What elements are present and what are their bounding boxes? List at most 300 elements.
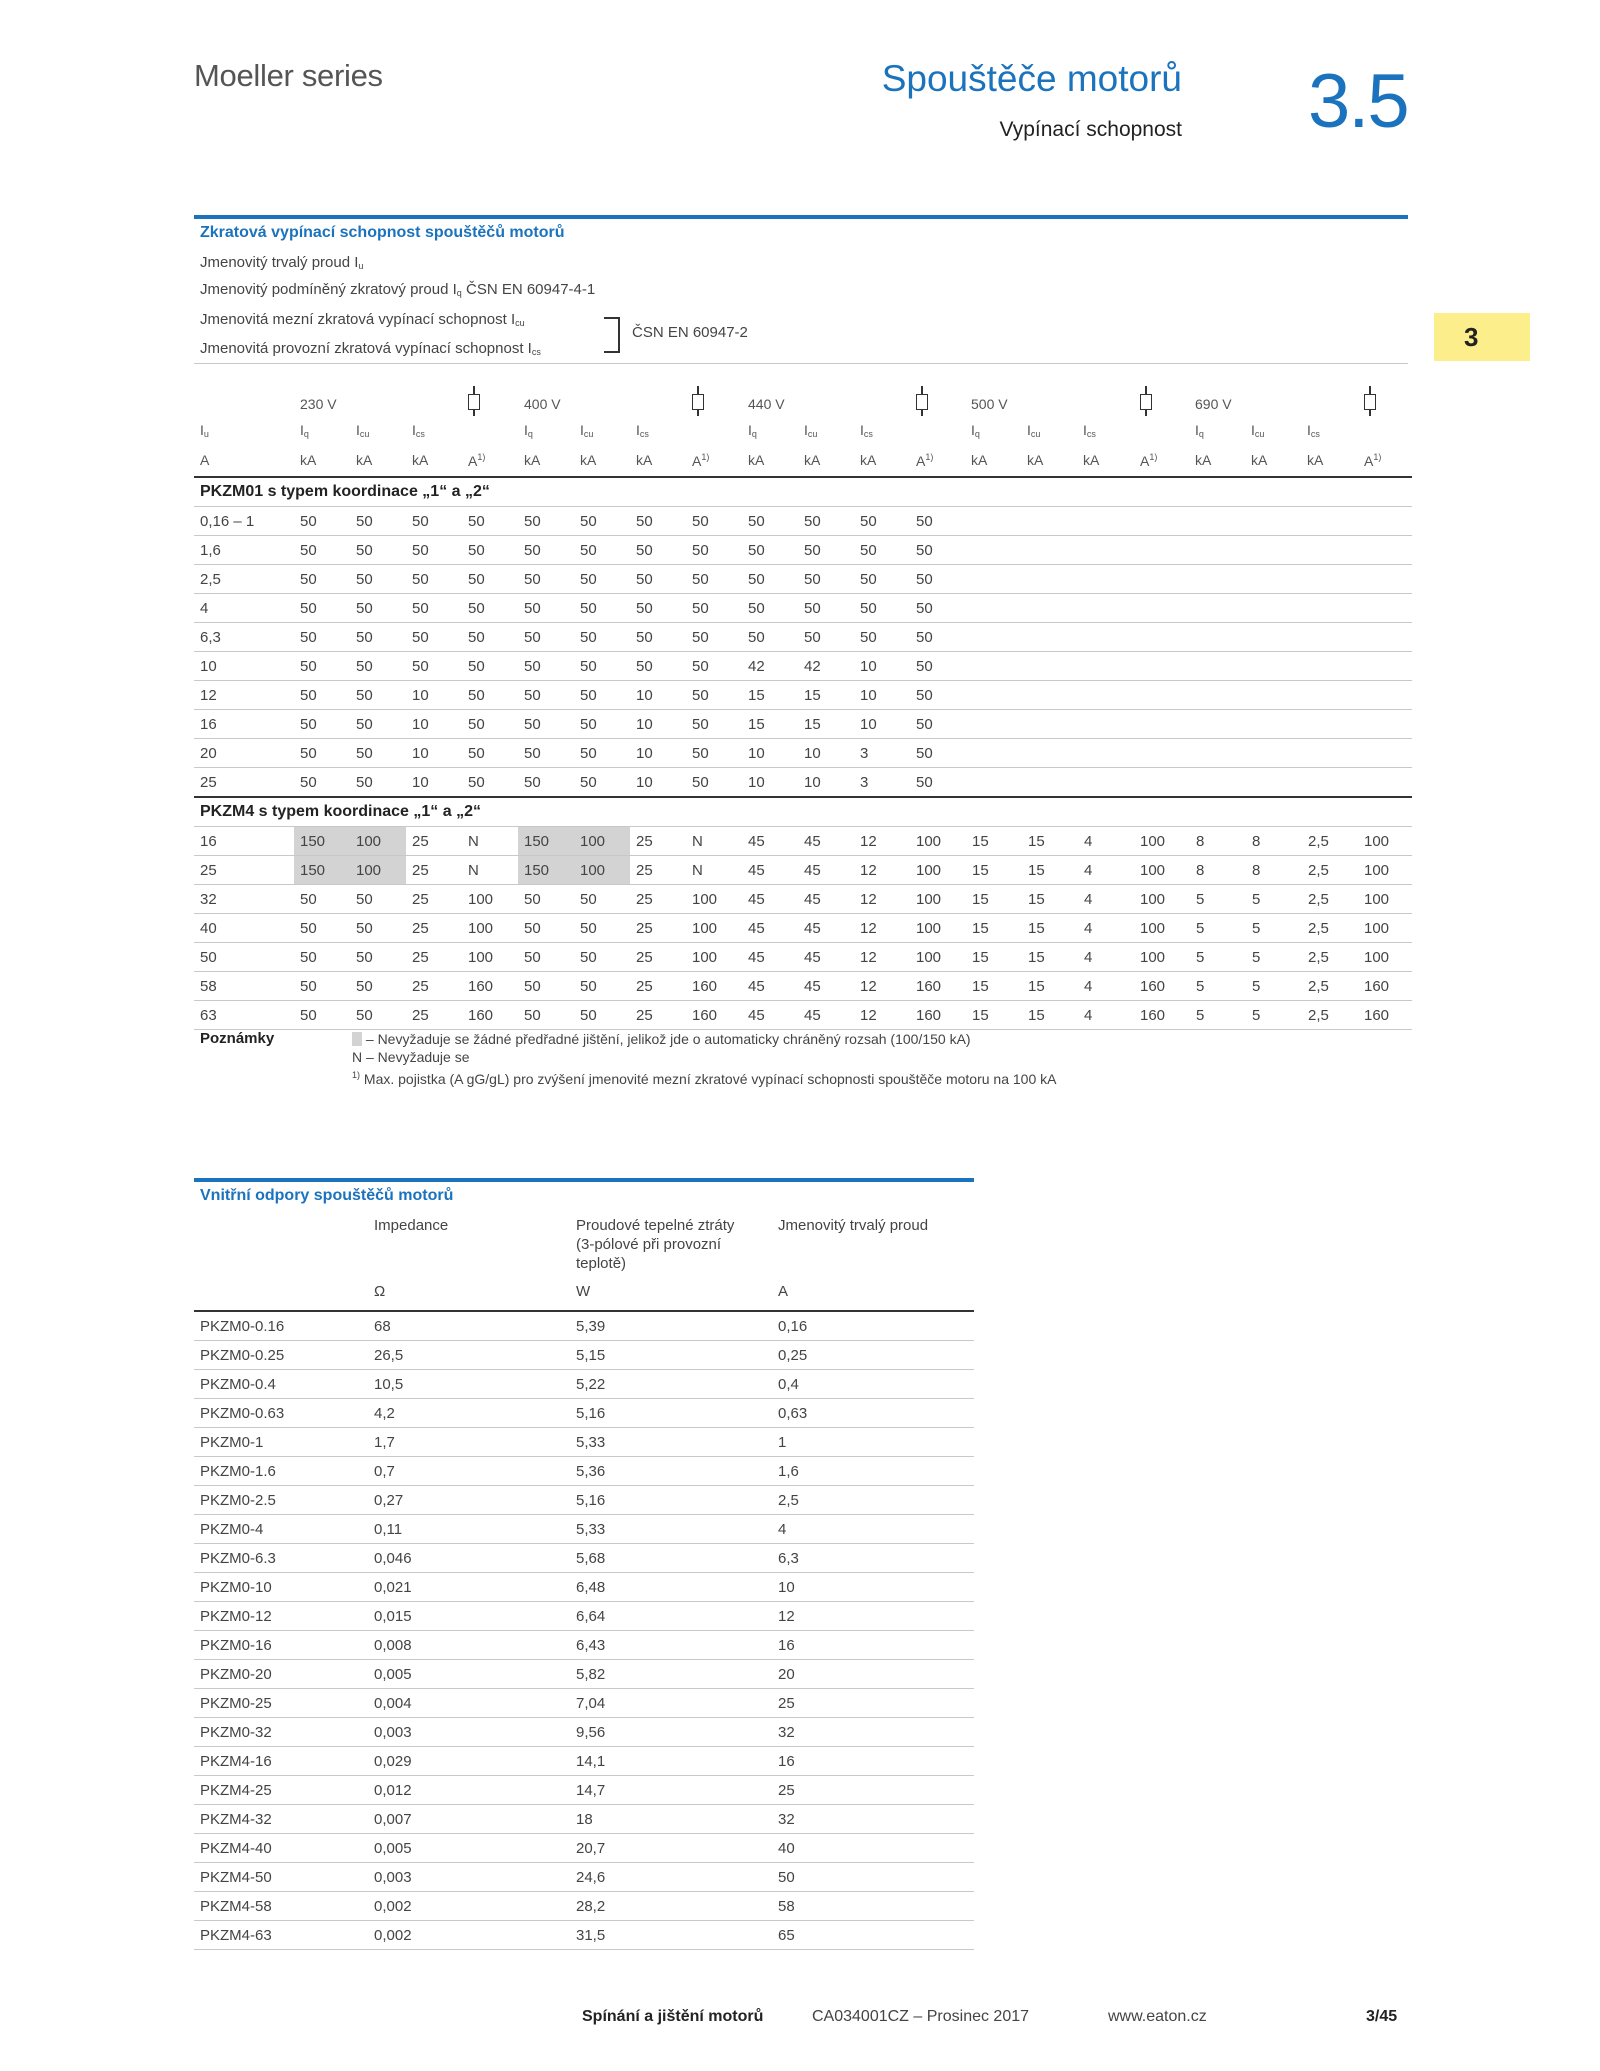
device-type-cell: PKZM0-0.25 xyxy=(194,1341,368,1370)
impedance-cell: 68 xyxy=(368,1311,570,1341)
symbol-icu: $I_{cu}$ xyxy=(1251,422,1265,439)
table-row xyxy=(194,972,1412,1001)
heat-loss-cell: 24,6 xyxy=(570,1863,772,1892)
table-cell: 50 xyxy=(742,623,798,652)
rated-current-cell: 0,4 xyxy=(772,1370,974,1399)
rated-current-cell: 16 xyxy=(772,1631,974,1660)
table-cell xyxy=(1302,739,1358,768)
rated-current-cell: 32 xyxy=(772,1805,974,1834)
table-row xyxy=(194,1631,974,1660)
table-row xyxy=(194,914,1412,943)
table-cell: 50 xyxy=(406,565,462,594)
table-cell: 45 xyxy=(742,914,798,943)
table-cell: 50 xyxy=(518,710,574,739)
table-cell: 5 xyxy=(1190,885,1246,914)
legend-iq: Jmenovitý podmíněný zkratový proud $I_q$ ČSN EN 60947-4-1 xyxy=(200,281,596,298)
table-cell: 100 xyxy=(1134,856,1190,885)
table-cell: 15 xyxy=(1022,856,1078,885)
table2-title: Vnitřní odpory spouštěčů motorů xyxy=(200,1187,454,1204)
table-row xyxy=(194,710,1412,739)
table-cell xyxy=(1134,768,1190,798)
unit-ka: kA xyxy=(1195,452,1212,468)
table-cell: 4 xyxy=(1078,885,1134,914)
table-cell: 50 xyxy=(910,710,966,739)
impedance-cell: 0,015 xyxy=(368,1602,570,1631)
table-cell: 50 xyxy=(294,652,350,681)
impedance-cell: 0,029 xyxy=(368,1747,570,1776)
table-cell xyxy=(1358,710,1412,739)
table-cell: 50 xyxy=(406,536,462,565)
note-line-1: – Nevyžaduje se žádné předřadné jištění, jelikož jde o automaticky chráněný rozsah (100/150 kA) xyxy=(352,1030,1056,1048)
table-cell xyxy=(1190,594,1246,623)
table-cell: 50 xyxy=(854,623,910,652)
table-cell xyxy=(1134,681,1190,710)
table-cell xyxy=(1134,623,1190,652)
rated-current-cell: 6,3 xyxy=(194,623,294,652)
table-cell: 50 xyxy=(630,507,686,536)
heat-loss-cell: 5,33 xyxy=(570,1515,772,1544)
table-cell: 50 xyxy=(910,623,966,652)
table-cell: 3 xyxy=(854,768,910,798)
table-cell xyxy=(1246,623,1302,652)
table-cell: 50 xyxy=(686,652,742,681)
table-cell: 45 xyxy=(742,885,798,914)
rated-current-cell: 16 xyxy=(194,710,294,739)
table-cell: 50 xyxy=(518,594,574,623)
table-cell xyxy=(1302,565,1358,594)
table-cell: 160 xyxy=(1134,972,1190,1001)
table-cell: 160 xyxy=(910,1001,966,1030)
table-cell: 15 xyxy=(798,681,854,710)
table-cell xyxy=(1134,594,1190,623)
unit-ka: kA xyxy=(1251,452,1268,468)
table-cell: 50 xyxy=(574,1001,630,1030)
voltage-500: 500 V xyxy=(971,396,1008,412)
table-cell: 15 xyxy=(1022,1001,1078,1030)
table-row xyxy=(194,1001,1412,1030)
table-row xyxy=(194,856,1412,885)
table-cell xyxy=(1078,594,1134,623)
table-cell xyxy=(1190,739,1246,768)
notes-label: Poznámky xyxy=(200,1030,275,1047)
table-cell: 15 xyxy=(742,710,798,739)
device-type-cell: PKZM0-32 xyxy=(194,1718,368,1747)
table-cell xyxy=(1246,594,1302,623)
table-cell: 12 xyxy=(854,827,910,856)
table-cell xyxy=(966,623,1022,652)
table-cell: 50 xyxy=(518,652,574,681)
table-row xyxy=(194,1341,974,1370)
table-cell xyxy=(1358,623,1412,652)
table-cell xyxy=(1246,536,1302,565)
table-cell: 50 xyxy=(854,536,910,565)
unit-ka: kA xyxy=(524,452,541,468)
table-cell xyxy=(1134,710,1190,739)
heat-loss-cell: 20,7 xyxy=(570,1834,772,1863)
heat-loss-cell: 14,1 xyxy=(570,1747,772,1776)
group-title: PKZM4 s typem koordinace „1“ a „2“ xyxy=(194,797,1412,827)
rated-current-cell: 12 xyxy=(194,681,294,710)
rated-current-cell: 0,16 xyxy=(772,1311,974,1341)
table-cell xyxy=(1022,623,1078,652)
unit-row xyxy=(0,452,1600,474)
table-cell: 15 xyxy=(966,943,1022,972)
device-type-cell: PKZM0-0.63 xyxy=(194,1399,368,1428)
heat-loss-cell: 7,04 xyxy=(570,1689,772,1718)
table-cell: 100 xyxy=(910,827,966,856)
table-cell xyxy=(1078,623,1134,652)
unit-ka: kA xyxy=(971,452,988,468)
table-cell: 50 xyxy=(518,972,574,1001)
fuse-icon xyxy=(1140,386,1152,421)
table-cell: 10 xyxy=(630,710,686,739)
symbol-iq: $I_q$ xyxy=(300,422,309,439)
table-cell: 12 xyxy=(854,943,910,972)
table-cell: 50 xyxy=(462,594,518,623)
subchapter-title: Vypínací schopnost xyxy=(999,118,1182,141)
symbol-iq: $I_q$ xyxy=(971,422,980,439)
table-cell: 10 xyxy=(742,768,798,798)
footer-page-number: 3/45 xyxy=(1366,2008,1398,2025)
impedance-cell: 0,003 xyxy=(368,1718,570,1747)
legend-iu: Jmenovitý trvalý proud $I_u$ xyxy=(200,254,364,271)
table-cell: 50 xyxy=(574,710,630,739)
table-cell: 50 xyxy=(686,739,742,768)
rated-current-cell: 50 xyxy=(194,943,294,972)
table-cell: 50 xyxy=(798,594,854,623)
table-cell: 50 xyxy=(686,710,742,739)
table-cell xyxy=(1190,768,1246,798)
impedance-cell: 0,005 xyxy=(368,1660,570,1689)
table-cell xyxy=(1078,739,1134,768)
table-cell xyxy=(966,565,1022,594)
table-cell: 100 xyxy=(1134,827,1190,856)
table-cell: 50 xyxy=(518,536,574,565)
table-cell: 100 xyxy=(1134,943,1190,972)
impedance-cell: 0,003 xyxy=(368,1863,570,1892)
table-cell: 25 xyxy=(406,914,462,943)
table2-unit-w: W xyxy=(576,1283,591,1300)
table2-unit-ohm: Ω xyxy=(374,1283,386,1300)
table-cell: 15 xyxy=(1022,943,1078,972)
table-cell: 50 xyxy=(518,681,574,710)
table-cell: 50 xyxy=(854,565,910,594)
table-cell: 25 xyxy=(406,827,462,856)
heat-loss-cell: 5,39 xyxy=(570,1311,772,1341)
rated-current-cell: 4 xyxy=(772,1515,974,1544)
table-cell: 160 xyxy=(686,972,742,1001)
unit-a1: $A^{1)}$ xyxy=(1140,452,1158,469)
heat-loss-cell: 31,5 xyxy=(570,1921,772,1950)
device-type-cell: PKZM0-16 xyxy=(194,1631,368,1660)
table-cell: 45 xyxy=(742,943,798,972)
table-cell: 15 xyxy=(966,827,1022,856)
table-cell: 50 xyxy=(574,536,630,565)
table-cell xyxy=(1134,652,1190,681)
table-cell: 50 xyxy=(294,943,350,972)
impedance-cell: 0,27 xyxy=(368,1486,570,1515)
section-number: 3.5 xyxy=(1308,59,1408,144)
table-cell: 5 xyxy=(1190,972,1246,1001)
unit-ka: kA xyxy=(860,452,877,468)
table-cell: 50 xyxy=(350,710,406,739)
table-cell: 50 xyxy=(462,681,518,710)
impedance-cell: 0,007 xyxy=(368,1805,570,1834)
table-cell: 50 xyxy=(910,652,966,681)
table-cell: 12 xyxy=(854,972,910,1001)
table-row xyxy=(194,594,1412,623)
table-cell: 50 xyxy=(294,885,350,914)
table-cell: 2,5 xyxy=(1302,943,1358,972)
voltage-400: 400 V xyxy=(524,396,561,412)
table-cell: 50 xyxy=(294,710,350,739)
device-type-cell: PKZM4-16 xyxy=(194,1747,368,1776)
rated-current-cell: 16 xyxy=(772,1747,974,1776)
table-row xyxy=(194,1573,974,1602)
fuse-icon xyxy=(916,386,928,421)
table-cell: 50 xyxy=(910,565,966,594)
table-row xyxy=(194,1515,974,1544)
table-row xyxy=(194,1805,974,1834)
table-cell: 15 xyxy=(1022,914,1078,943)
heat-loss-cell: 28,2 xyxy=(570,1892,772,1921)
table-cell: 160 xyxy=(1358,972,1412,1001)
table-cell: 50 xyxy=(518,914,574,943)
table-cell: 10 xyxy=(798,739,854,768)
table-cell: 50 xyxy=(350,565,406,594)
table-cell: 50 xyxy=(294,1001,350,1030)
unit-ka: kA xyxy=(748,452,765,468)
impedance-cell: 1,7 xyxy=(368,1428,570,1457)
table-row xyxy=(194,1370,974,1399)
table-cell: 50 xyxy=(742,536,798,565)
table-cell: 100 xyxy=(350,856,406,885)
table-cell: 50 xyxy=(798,565,854,594)
table-cell: 5 xyxy=(1190,943,1246,972)
table-cell xyxy=(1190,681,1246,710)
table-row xyxy=(194,565,1412,594)
table-cell: 50 xyxy=(294,565,350,594)
symbol-iq: $I_q$ xyxy=(748,422,757,439)
table-cell: 100 xyxy=(462,885,518,914)
table-cell: 50 xyxy=(462,710,518,739)
table-cell: 50 xyxy=(294,972,350,1001)
table-row xyxy=(194,1921,974,1950)
table-row xyxy=(194,1457,974,1486)
table-cell: 10 xyxy=(854,681,910,710)
table-cell: 2,5 xyxy=(1302,1001,1358,1030)
table-cell: 50 xyxy=(742,594,798,623)
table-cell xyxy=(1302,507,1358,536)
heat-loss-cell: 5,33 xyxy=(570,1428,772,1457)
table-cell: 25 xyxy=(630,856,686,885)
table-cell: 50 xyxy=(518,623,574,652)
device-type-cell: PKZM0-4 xyxy=(194,1515,368,1544)
heat-loss-cell: 5,68 xyxy=(570,1544,772,1573)
rated-current-cell: 0,25 xyxy=(772,1341,974,1370)
table-cell: 2,5 xyxy=(1302,885,1358,914)
table-cell: 50 xyxy=(350,594,406,623)
table-cell: 50 xyxy=(350,623,406,652)
table-cell: 50 xyxy=(630,623,686,652)
symbol-iq: $I_q$ xyxy=(1195,422,1204,439)
symbol-ics: $I_{cs}$ xyxy=(860,422,873,439)
table-cell: 2,5 xyxy=(1302,914,1358,943)
unit-ka: kA xyxy=(356,452,373,468)
table-cell: 50 xyxy=(406,623,462,652)
table-cell: 50 xyxy=(350,885,406,914)
device-type-cell: PKZM0-10 xyxy=(194,1573,368,1602)
table-cell: 15 xyxy=(966,1001,1022,1030)
footer-document: CA034001CZ – Prosinec 2017 xyxy=(812,2008,1030,2025)
table-cell: 100 xyxy=(574,827,630,856)
device-type-cell: PKZM0-0.4 xyxy=(194,1370,368,1399)
table-cell xyxy=(1078,768,1134,798)
impedance-cell: 4,2 xyxy=(368,1399,570,1428)
fuse-icon xyxy=(692,386,704,421)
table-cell: 10 xyxy=(854,652,910,681)
table-cell: 50 xyxy=(742,565,798,594)
table-cell: 100 xyxy=(1358,885,1412,914)
device-type-cell: PKZM4-40 xyxy=(194,1834,368,1863)
table-cell: N xyxy=(686,856,742,885)
table-cell: 100 xyxy=(686,914,742,943)
table-row xyxy=(194,1544,974,1573)
table-cell: 12 xyxy=(854,885,910,914)
table-row xyxy=(194,1718,974,1747)
unit-a1: $A^{1)}$ xyxy=(916,452,934,469)
note-line-2: N – Nevyžaduje se xyxy=(352,1049,470,1065)
rated-current-cell: 1,6 xyxy=(772,1457,974,1486)
table-row xyxy=(194,681,1412,710)
table-cell: 50 xyxy=(574,652,630,681)
impedance-cell: 0,7 xyxy=(368,1457,570,1486)
table-cell: 10 xyxy=(798,768,854,798)
table-cell xyxy=(966,768,1022,798)
heat-loss-cell: 6,48 xyxy=(570,1573,772,1602)
table-cell: 45 xyxy=(742,827,798,856)
device-type-cell: PKZM0-1 xyxy=(194,1428,368,1457)
internal-resistance-table xyxy=(194,1310,974,1950)
table-cell xyxy=(1246,507,1302,536)
unit-a1: $A^{1)}$ xyxy=(468,452,486,469)
table-cell: 50 xyxy=(910,594,966,623)
table-cell: 50 xyxy=(518,565,574,594)
rated-current-cell: 0,63 xyxy=(772,1399,974,1428)
table-cell: 15 xyxy=(1022,885,1078,914)
table-cell: 5 xyxy=(1190,1001,1246,1030)
table-cell xyxy=(966,710,1022,739)
symbol-iu: $I_u$ xyxy=(200,422,209,439)
table-cell: 2,5 xyxy=(1302,972,1358,1001)
table-cell: 4 xyxy=(1078,856,1134,885)
legend-divider xyxy=(194,363,1408,364)
table-cell xyxy=(1302,623,1358,652)
table-cell: 150 xyxy=(294,856,350,885)
heat-loss-cell: 5,16 xyxy=(570,1399,772,1428)
table-cell xyxy=(1190,652,1246,681)
table-cell xyxy=(1190,507,1246,536)
series-label: Moeller series xyxy=(194,58,383,93)
table-cell: 50 xyxy=(462,652,518,681)
table-cell xyxy=(966,594,1022,623)
footer-website[interactable]: www.eaton.cz xyxy=(1108,2008,1207,2025)
table-cell xyxy=(1022,739,1078,768)
table-cell xyxy=(1190,623,1246,652)
table-cell: 50 xyxy=(294,681,350,710)
table-cell: 4 xyxy=(1078,943,1134,972)
table-cell: 25 xyxy=(406,1001,462,1030)
table-group-row xyxy=(194,797,1412,827)
table-cell: 50 xyxy=(406,652,462,681)
table-cell: 50 xyxy=(574,623,630,652)
table-cell: 50 xyxy=(518,1001,574,1030)
table-cell: 100 xyxy=(910,914,966,943)
unit-a: A xyxy=(200,452,210,468)
rated-current-cell: 25 xyxy=(772,1689,974,1718)
table-cell: 5 xyxy=(1246,1001,1302,1030)
impedance-cell: 0,004 xyxy=(368,1689,570,1718)
table-cell xyxy=(1302,681,1358,710)
heat-loss-cell: 9,56 xyxy=(570,1718,772,1747)
table-cell: 50 xyxy=(630,652,686,681)
symbol-icu: $I_{cu}$ xyxy=(580,422,594,439)
table-row xyxy=(194,507,1412,536)
impedance-cell: 0,002 xyxy=(368,1892,570,1921)
table-cell: 160 xyxy=(1134,1001,1190,1030)
rated-current-cell: 2,5 xyxy=(772,1486,974,1515)
table-cell: 45 xyxy=(742,1001,798,1030)
table-cell: 8 xyxy=(1246,827,1302,856)
table-cell: 50 xyxy=(350,652,406,681)
table-cell: 45 xyxy=(742,972,798,1001)
table-cell xyxy=(1358,652,1412,681)
unit-ka: kA xyxy=(1307,452,1324,468)
table-row xyxy=(194,1428,974,1457)
heat-loss-cell: 5,22 xyxy=(570,1370,772,1399)
legend-icu: Jmenovitá mezní zkratová vypínací schopnost $I_{cu}$ xyxy=(200,311,525,328)
table-cell: 100 xyxy=(686,943,742,972)
table-cell: 42 xyxy=(798,652,854,681)
device-type-cell: PKZM0-25 xyxy=(194,1689,368,1718)
table-row xyxy=(194,1776,974,1805)
table-cell xyxy=(1358,681,1412,710)
shaded-swatch xyxy=(352,1032,362,1046)
table-cell xyxy=(1302,768,1358,798)
table-cell: 50 xyxy=(686,536,742,565)
table-cell: 4 xyxy=(1078,914,1134,943)
table-cell: 50 xyxy=(630,594,686,623)
note-line-3: $^{1)}$ Max. pojistka (A gG/gL) pro zvýšení jmenovité mezní zkratové vypínací schopnosti spouštěče motoru na 100 kA xyxy=(352,1070,1057,1087)
table-row xyxy=(194,1689,974,1718)
table-cell: 100 xyxy=(1358,856,1412,885)
rated-current-cell: 20 xyxy=(194,739,294,768)
table-cell: 42 xyxy=(742,652,798,681)
table1-title: Zkratová vypínací schopnost spouštěčů motorů xyxy=(200,224,565,241)
table-cell: 100 xyxy=(910,856,966,885)
table-cell xyxy=(1246,768,1302,798)
table-row xyxy=(194,652,1412,681)
table-cell: 100 xyxy=(574,856,630,885)
rated-current-cell: 16 xyxy=(194,827,294,856)
table-cell xyxy=(1302,710,1358,739)
table-cell: 50 xyxy=(574,768,630,798)
table-cell: 4 xyxy=(1078,827,1134,856)
table-cell: 10 xyxy=(406,681,462,710)
table-row xyxy=(194,1311,974,1341)
table-cell: 10 xyxy=(406,710,462,739)
table-cell: 50 xyxy=(294,536,350,565)
